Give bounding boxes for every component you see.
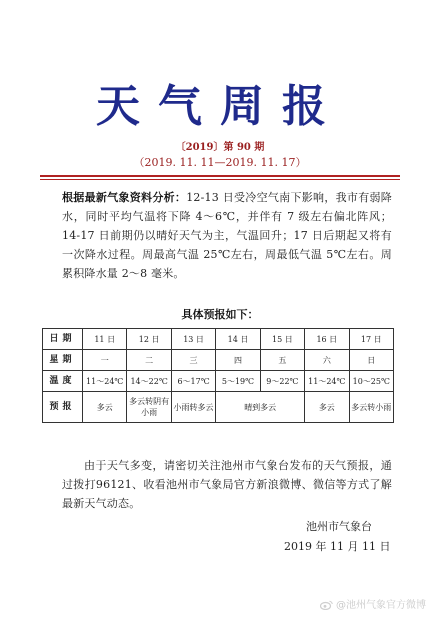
red-divider-thin [40, 179, 400, 180]
report-period: （2019. 11. 11—2019. 11. 17） [133, 156, 307, 169]
weekday-cell: 日 [349, 350, 393, 371]
row-header-temperature: 温度 [43, 371, 83, 392]
temperature-cell: 11～24℃ [83, 371, 127, 392]
date-cell: 11 日 [83, 329, 127, 350]
date-cell: 13 日 [171, 329, 215, 350]
temperature-cell: 11～24℃ [305, 371, 349, 392]
table-row-temperature [43, 371, 394, 392]
signature-date: 2019 年 11 月 11 日 [284, 540, 391, 553]
analysis-paragraph [62, 188, 392, 283]
forecast-cell: 晴到多云 [216, 392, 305, 423]
signature-organization: 池州市气象台 [306, 520, 372, 533]
date-cell: 16 日 [305, 329, 349, 350]
weibo-icon [320, 600, 333, 610]
table-row-weekday [43, 350, 394, 371]
weekday-cell: 五 [260, 350, 304, 371]
analysis-body: 12-13 日受冷空气南下影响，我市有弱降水，同时平均气温将下降 4～6℃，并伴有 7 级左右偏北阵风；14-17 日前期仍以晴好天气为主，气温回升；17 日后期起又将有一次降水过程。周最高气温 25℃左右，周最低气温 5℃左右。周累积降水量 2～8 毫米。 [62, 191, 392, 280]
issue-number: 〔2019〕第 90 期 [175, 142, 265, 153]
temperature-cell: 10～25℃ [349, 371, 393, 392]
date-cell: 14 日 [216, 329, 260, 350]
temperature-cell: 9～22℃ [260, 371, 304, 392]
table-row-forecast [43, 392, 394, 423]
weekday-cell: 二 [127, 350, 171, 371]
row-header-forecast: 预报 [43, 392, 83, 423]
red-divider-thick [40, 175, 400, 177]
forecast-cell: 小雨转多云 [171, 392, 215, 423]
notice-paragraph: 由于天气多变，请密切关注池州市气象台发布的天气预报，通过拨打96121、收看池州市气象局官方新浪微博、微信等方式了解最新天气动态。 [62, 459, 392, 510]
weekday-cell: 一 [83, 350, 127, 371]
weekday-cell: 四 [216, 350, 260, 371]
forecast-cell: 多云转阴有小雨 [127, 392, 171, 423]
forecast-cell: 多云 [83, 392, 127, 423]
analysis-lead: 根据最新气象资料分析： [62, 191, 187, 204]
weekday-cell: 三 [171, 350, 215, 371]
table-row-date [43, 329, 394, 350]
date-cell: 15 日 [260, 329, 304, 350]
masthead-title: 天气周报 [96, 81, 344, 132]
temperature-cell: 6～17℃ [171, 371, 215, 392]
forecast-cell: 多云 [305, 392, 349, 423]
temperature-cell: 14～22℃ [127, 371, 171, 392]
date-cell: 12 日 [127, 329, 171, 350]
weekday-cell: 六 [305, 350, 349, 371]
watermark-text: @池州气象官方微博 [336, 600, 426, 611]
row-header-date: 日期 [43, 329, 83, 350]
weibo-watermark [320, 596, 426, 611]
forecast-title: 具体预报如下： [181, 308, 259, 321]
forecast-cell: 多云转小雨 [349, 392, 393, 423]
date-cell: 17 日 [349, 329, 393, 350]
forecast-table [42, 328, 394, 423]
temperature-cell: 5～19℃ [216, 371, 260, 392]
row-header-weekday: 星期 [43, 350, 83, 371]
